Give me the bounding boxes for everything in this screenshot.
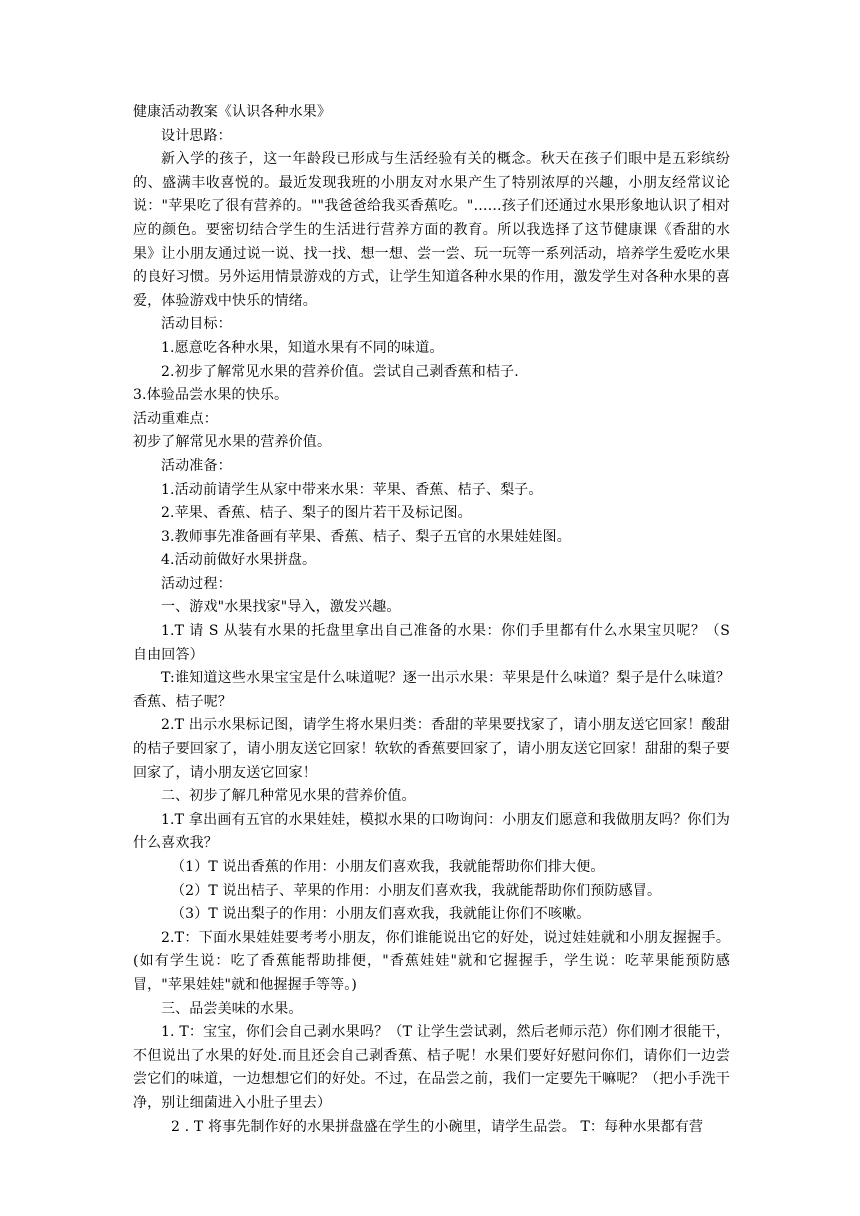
paragraph: 初步了解常见水果的营养价值。 bbox=[133, 434, 332, 451]
paragraph: 活动准备： bbox=[161, 457, 232, 474]
paragraph: （3）T 说出梨子的作用：小朋友们喜欢我，我就能让你们不咳嗽。 bbox=[171, 906, 591, 923]
paragraph: 2.初步了解常见水果的营养价值。尝试自己剥香蕉和桔子. bbox=[161, 363, 519, 380]
document-body bbox=[133, 101, 730, 1139]
paragraph: （2）T 说出桔子、苹果的作用：小朋友们喜欢我，我就能帮助你们预防感冒。 bbox=[171, 882, 662, 899]
paragraph: 1. T：宝宝，你们会自己剥水果吗？（T 让学生尝试剥，然后老师示范）你们刚才很能干，不但说出了水果的好处.而且还会自己剥香蕉、桔子呢！水果们要好好慰问你们，请你们一边尝尝它们的味道，一边想想它们的好处。不过，在品尝之前，我们一定要先干嘛呢？（把小手洗干净，别让细菌进入小肚子里去） bbox=[133, 1024, 730, 1111]
paragraph: 2.T：下面水果娃娃要考考小朋友，你们谁能说出它的好处，说过娃娃就和小朋友握握手。(如有学生说：吃了香蕉能帮助排便，"香蕉娃娃"就和它握握手，学生说：吃苹果能预防感冒，"苹果娃娃"就和他握握手等等。) bbox=[133, 929, 730, 993]
paragraph: 活动重难点： bbox=[133, 410, 218, 427]
paragraph: 1.T 拿出画有五官的水果娃娃，模拟水果的口吻询问：小朋友们愿意和我做朋友吗？你们为什么喜欢我？ bbox=[133, 811, 730, 852]
paragraph: 新入学的孩子，这一年龄段已形成与生活经验有关的概念。秋天在孩子们眼中是五彩缤纷的、盛满丰收喜悦的。最近发现我班的小朋友对水果产生了特别浓厚的兴趣，小朋友经常议论说："苹果吃了很有营养的。""我爸爸给我买香蕉吃。"……孩子们还通过水果形象地认识了相对应的颜色。要密切结合学生的生活进行营养方面的教育。所以我选择了这节健康课《香甜的水果》让小朋友通过说一说、找一找、想一想、尝一尝、玩一玩等一系列活动，培养学生爱吃水果的良好习惯。另外运用情景游戏的方式，让学生知道各种水果的作用，激发学生对各种水果的喜爱，体验游戏中快乐的情绪。 bbox=[133, 151, 730, 309]
paragraph: 2.苹果、香蕉、桔子、梨子的图片若干及标记图。 bbox=[161, 505, 472, 522]
paragraph: 1.愿意吃各种水果，知道水果有不同的味道。 bbox=[161, 339, 444, 356]
paragraph: 4.活动前做好水果拼盘。 bbox=[161, 552, 317, 569]
document-title: 健康活动教案《认识各种水果》 bbox=[133, 104, 332, 120]
paragraph-list bbox=[133, 125, 730, 1140]
paragraph: 2.T 出示水果标记图，请学生将水果归类：香甜的苹果要找家了，请小朋友送它回家！酸甜的桔子要回家了，请小朋友送它回家！软软的香蕉要回家了，请小朋友送它回家！甜甜的梨子要回家了，请小朋友送它回家！ bbox=[133, 717, 730, 781]
paragraph: 1.活动前请学生从家中带来水果：苹果、香蕉、桔子、梨子。 bbox=[161, 481, 543, 498]
paragraph: 三、品尝美味的水果。 bbox=[161, 1000, 303, 1017]
paragraph: 3.体验品尝水果的快乐。 bbox=[133, 387, 289, 404]
paragraph: 二、初步了解几种常见水果的营养价值。 bbox=[161, 788, 416, 805]
paragraph: 活动目标： bbox=[161, 316, 232, 333]
paragraph: 设计思路： bbox=[161, 127, 232, 144]
paragraph: （1）T 说出香蕉的作用：小朋友们喜欢我，我就能帮助你们排大便。 bbox=[171, 859, 605, 875]
paragraph: 一、游戏"水果找家"导入，激发兴趣。 bbox=[161, 599, 401, 616]
paragraph: 3.教师事先准备画有苹果、香蕉、桔子、梨子五官的水果娃娃图。 bbox=[161, 528, 571, 545]
paragraph: T:谁知道这些水果宝宝是什么味道呢？逐一出示水果：苹果是什么味道？梨子是什么味道？香蕉、桔子呢？ bbox=[133, 670, 730, 710]
paragraph: 1.T 请 S 从装有水果的托盘里拿出自己准备的水果：你们手里都有什么水果宝贝呢？（S 自由回答） bbox=[133, 623, 730, 663]
paragraph: 2 . T 将事先制作好的水果拼盘盛在学生的小碗里，请学生品尝。 T：每种水果都有营 bbox=[171, 1118, 704, 1135]
paragraph: 活动过程： bbox=[161, 575, 232, 592]
